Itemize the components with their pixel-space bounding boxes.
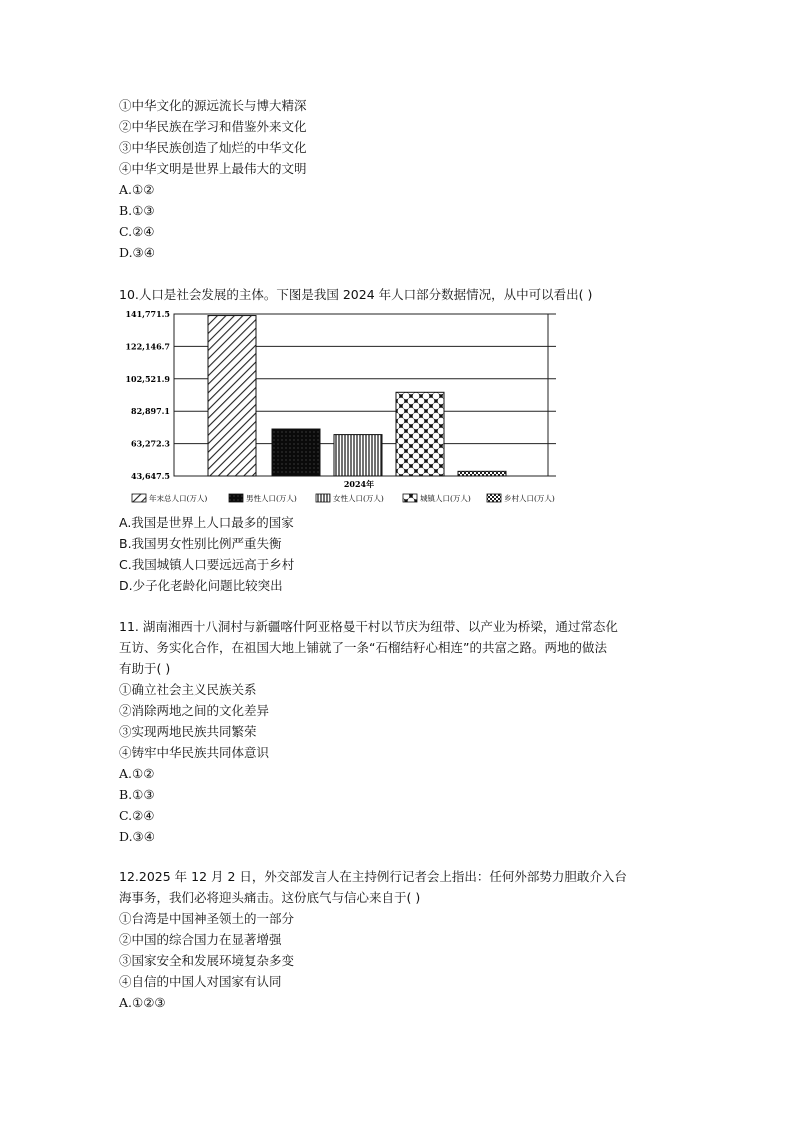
x-category-label: 2024年 <box>343 479 375 489</box>
bar-4 <box>458 471 506 476</box>
q9-choice-a: A.①② <box>119 182 155 197</box>
y-tick-label: 82,897.1 <box>131 406 170 417</box>
q9-option-2: ②中华民族在学习和借鉴外来文化 <box>119 119 307 134</box>
q9-option-3: ③中华民族创造了灿烂的中华文化 <box>119 140 307 155</box>
legend-swatch <box>403 494 417 502</box>
q11-choice-b: B.①③ <box>119 787 155 802</box>
q12-stem-line1: 12.2025 年 12 月 2 日，外交部发言人在主持例行记者会上指出：任何外部势力胆敢介入台 <box>119 869 627 884</box>
chart-bars <box>208 316 506 476</box>
legend-swatch <box>132 494 146 502</box>
bar-3 <box>396 392 444 476</box>
legend-label: 城镇人口(万人) <box>420 494 471 503</box>
q10-stem: 10.人口是社会发展的主体。下图是我国 2024 年人口部分数据情况，从中可以看出( ) <box>119 287 593 302</box>
q11-option-3: ③实现两地民族共同繁荣 <box>119 724 257 739</box>
q11-choice-a: A.①② <box>119 766 155 781</box>
q11-stem-line3: 有助于( ) <box>119 661 171 676</box>
legend-label: 男性人口(万人) <box>246 494 297 503</box>
y-tick-label: 102,521.9 <box>125 373 170 384</box>
q9-option-4: ④中华文明是世界上最伟大的文明 <box>119 161 307 176</box>
bar-1 <box>272 429 320 476</box>
q12-choice-a: A.①②③ <box>119 995 166 1010</box>
q12-option-1: ①台湾是中国神圣领土的一部分 <box>119 911 295 926</box>
q12-option-4: ④自信的中国人对国家有认同 <box>119 974 282 989</box>
legend-swatch <box>316 494 330 502</box>
chart-legend <box>132 493 555 503</box>
bar-0 <box>208 316 256 476</box>
q11-choice-c: C.②④ <box>119 808 155 823</box>
q11-stem-line2: 互访、务实化合作，在祖国大地上铺就了一条“石榴结籽心相连”的共富之路。两地的做法 <box>119 640 607 655</box>
y-tick-label: 43,647.5 <box>131 471 170 481</box>
legend-swatch <box>229 494 243 502</box>
q11-option-2: ②消除两地之间的文化差异 <box>119 703 270 718</box>
q9-choice-d: D.③④ <box>119 245 155 260</box>
population-chart <box>116 306 576 506</box>
legend-label: 年末总人口(万人) <box>149 494 208 503</box>
q11-choice-d: D.③④ <box>119 829 155 844</box>
q11-option-4: ④铸牢中华民族共同体意识 <box>119 745 270 760</box>
q9-choice-c: C.②④ <box>119 224 155 239</box>
q9-choice-b: B.①③ <box>119 203 155 218</box>
q11-option-1: ①确立社会主义民族关系 <box>119 682 257 697</box>
y-tick-labels <box>125 309 170 481</box>
legend-swatch <box>487 494 501 502</box>
y-tick-label: 63,272.3 <box>131 438 170 449</box>
q9-option-1: ①中华文化的源远流长与博大精深 <box>119 98 307 113</box>
q10-choice-d: D.少子化老龄化问题比较突出 <box>119 578 283 593</box>
bar-2 <box>334 435 382 476</box>
legend-label: 乡村人口(万人) <box>504 494 555 503</box>
q11-stem-line1: 11. 湖南湘西十八洞村与新疆喀什阿亚格曼干村以节庆为纽带、以产业为桥梁，通过常态化 <box>119 619 618 634</box>
y-tick-label: 122,146.7 <box>125 341 170 352</box>
legend-label: 女性人口(万人) <box>333 494 384 503</box>
q12-stem-line2: 海事务，我们必将迎头痛击。这份底气与信心来自于( ) <box>119 890 421 905</box>
q10-choice-c: C.我国城镇人口要远远高于乡村 <box>119 557 295 572</box>
q10-choice-a: A.我国是世界上人口最多的国家 <box>119 515 294 530</box>
q10-choice-b: B.我国男女性别比例严重失衡 <box>119 536 282 551</box>
q12-option-3: ③国家安全和发展环境复杂多变 <box>119 953 295 968</box>
y-tick-label: 141,771.5 <box>125 309 170 319</box>
q12-option-2: ②中国的综合国力在显著增强 <box>119 932 282 947</box>
